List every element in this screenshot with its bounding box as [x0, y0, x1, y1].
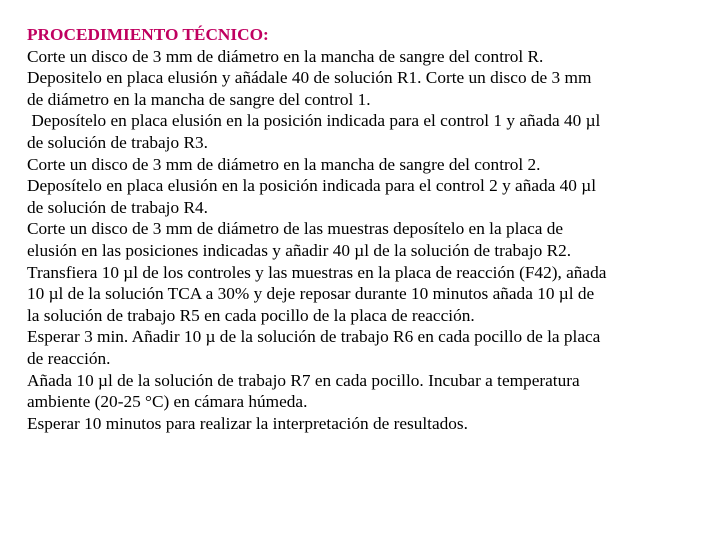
procedure-line: Depositelo en placa elusión y añádale 40 de solución R1. Corte un disco de 3 mm — [27, 68, 592, 88]
procedure-line: Deposítelo en placa elusión en la posición indicada para el control 2 y añada 40 µl — [27, 176, 597, 196]
procedure-line: de solución de trabajo R3. — [27, 132, 208, 152]
procedure-line: Transfiera 10 µl de los controles y las muestras en la placa de reacción (F42), añada — [27, 262, 607, 282]
procedure-line: de diámetro en la mancha de sangre del control 1. — [27, 89, 371, 109]
procedure-body — [27, 46, 707, 435]
procedure-title: PROCEDIMIENTO TÉCNICO: — [27, 25, 269, 44]
procedure-line: Esperar 3 min. Añadir 10 µ de la solución de trabajo R6 en cada pocillo de la placa — [27, 327, 601, 347]
procedure-line: ambiente (20-25 °C) en cámara húmeda. — [27, 392, 308, 412]
procedure-slide — [27, 24, 707, 434]
procedure-line: la solución de trabajo R5 en cada pocillo de la placa de reacción. — [27, 305, 475, 325]
procedure-line: 10 µl de la solución TCA a 30% y deje reposar durante 10 minutos añada 10 µl de — [27, 284, 595, 304]
procedure-line: de reacción. — [27, 348, 111, 368]
procedure-line: Añada 10 µl de la solución de trabajo R7 en cada pocillo. Incubar a temperatura — [27, 370, 580, 390]
procedure-line: Esperar 10 minutos para realizar la interpretación de resultados. — [27, 413, 468, 433]
procedure-line: de solución de trabajo R4. — [27, 197, 208, 217]
procedure-line: Corte un disco de 3 mm de diámetro en la mancha de sangre del control 2. — [27, 154, 541, 174]
procedure-line: Corte un disco de 3 mm de diámetro de las muestras deposítelo en la placa de — [27, 219, 564, 239]
procedure-line: elusión en las posiciones indicadas y añadir 40 µl de la solución de trabajo R2. — [27, 240, 572, 260]
procedure-line: Corte un disco de 3 mm de diámetro en la mancha de sangre del control R. — [27, 46, 544, 66]
procedure-line: Deposítelo en placa elusión en la posición indicada para el control 1 y añada 40 µl — [27, 111, 601, 131]
